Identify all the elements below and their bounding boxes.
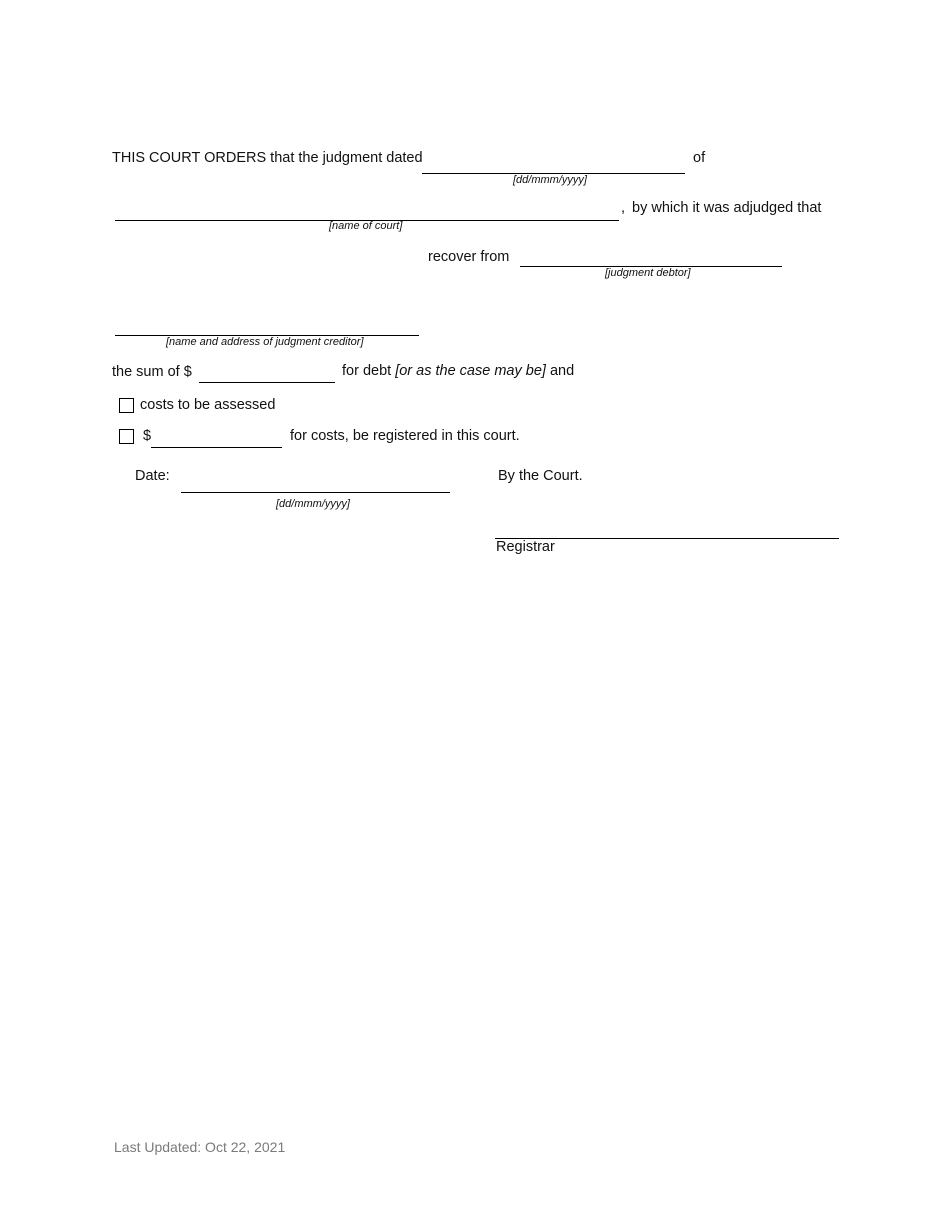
by-the-court-text: By the Court. — [498, 468, 583, 484]
judgment-debtor-field[interactable] — [520, 247, 782, 265]
costs-amount-underline — [151, 447, 282, 448]
costs-amount-field[interactable] — [151, 428, 282, 446]
comma-text: , — [621, 200, 626, 216]
sum-amount-underline — [199, 382, 335, 383]
judgment-date-field[interactable] — [422, 152, 685, 170]
for-debt-text: for debt — [342, 363, 392, 379]
date-label: Date: — [135, 468, 170, 484]
costs-amount-checkbox[interactable] — [119, 429, 134, 444]
costs-assessed-label: costs to be assessed — [140, 397, 276, 413]
judgment-date-caption: [dd/mmm/yyyy] — [513, 174, 587, 186]
of-text: of — [693, 150, 706, 166]
costs-assessed-checkbox[interactable] — [119, 398, 134, 413]
sum-amount-field[interactable] — [199, 363, 335, 381]
registrar-signature-field[interactable] — [495, 519, 839, 537]
judgment-creditor-field[interactable] — [115, 316, 419, 334]
registrar-label: Registrar — [496, 539, 555, 555]
case-may-be-text: [or as the case may be] — [395, 363, 546, 379]
costs-dollar-sign: $ — [143, 428, 152, 444]
court-name-caption: [name of court] — [329, 220, 403, 232]
judgment-creditor-caption: [name and address of judgment creditor] — [166, 336, 364, 348]
recover-from-text: recover from — [428, 249, 510, 265]
judgment-debtor-caption: [judgment debtor] — [605, 267, 691, 279]
order-intro-text: THIS COURT ORDERS that the judgment dated — [112, 150, 423, 166]
sum-of-text: the sum of $ — [112, 364, 192, 380]
order-date-field[interactable] — [181, 473, 450, 491]
adjudged-text: by which it was adjudged that — [632, 200, 822, 216]
last-updated-text: Last Updated: Oct 22, 2021 — [114, 1139, 286, 1155]
costs-registered-text: for costs, be registered in this court. — [290, 428, 520, 444]
for-debt-line — [342, 362, 574, 380]
order-date-underline — [181, 492, 450, 493]
court-name-field[interactable] — [115, 201, 619, 219]
order-date-caption: [dd/mmm/yyyy] — [276, 498, 350, 510]
and-text: and — [549, 363, 575, 379]
